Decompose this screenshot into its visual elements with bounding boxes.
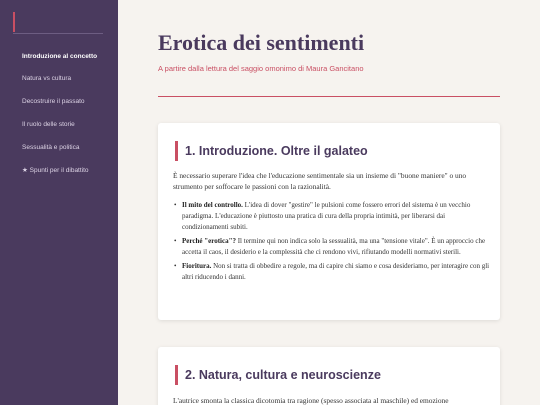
list-item [173,236,491,258]
header-divider [158,96,500,97]
bullet-text: Il termine qui non indica solo la sessualità, ma una "tensione vitale". È un approccio che accetta il caos, il desiderio e la complessità che ci rendono vivi, rifiutando modelli normativi sterili. [182,237,486,256]
bullet-list [173,200,491,286]
section-card-introduzione [158,123,500,320]
bullet-term: Perché "erotica"? [182,237,236,245]
sidebar-divider [13,33,103,34]
bullet-text: L'idea di dover "gestire" le pulsioni come fossero errori del sistema è un vecchio paradigma. L'educazione è piuttosto una pratica di cura della propria intimità, per liberarsi dai condizionamenti subiti. [182,201,471,231]
sidebar-item-ruolo-storie[interactable]: Il ruolo delle storie [22,120,75,128]
sidebar-item-decostruire[interactable]: Decostruire il passato [22,98,85,106]
section-intro-text: L'autrice smonta la classica dicotomia tra ragione (spesso associata al maschile) ed emozione [173,396,449,405]
page-subtitle: A partire dalla lettura del saggio omonimo di Maura Gancitano [158,64,364,73]
main-content [118,0,540,405]
section-heading: 2. Natura, cultura e neuroscienze [175,365,381,385]
list-item [173,200,491,233]
sidebar-item-natura-vs-cultura[interactable]: Natura vs cultura [22,75,72,83]
sidebar [0,0,118,405]
page-title: Erotica dei sentimenti [158,30,365,55]
sidebar-item-introduzione[interactable]: Introduzione al concetto [22,52,98,60]
sidebar-item-sessualita-politica[interactable]: Sessualità e politica [22,143,80,151]
sidebar-nav [0,45,118,182]
bullet-term: Il mito del controllo. [182,201,243,209]
section-card-natura-cultura [158,347,500,405]
sidebar-item-spunti-dibattito[interactable]: ★ Spunti per il dibattito [22,166,89,174]
bullet-term: Fioritura. [182,262,212,270]
bullet-text: Non si tratta di obbedire a regole, ma di capire chi siamo e cosa desideriamo, per interagire con gli altri riducendo i danni. [182,262,490,281]
list-item [173,261,491,283]
section-heading: 1. Introduzione. Oltre il galateo [175,141,368,161]
section-intro-text: È necessario superare l'idea che l'educazione sentimentale sia un insieme di "buone maniere" o uno strumento per soffocare le passioni con la razionalità. [173,171,467,191]
sidebar-accent-bar [13,12,15,32]
